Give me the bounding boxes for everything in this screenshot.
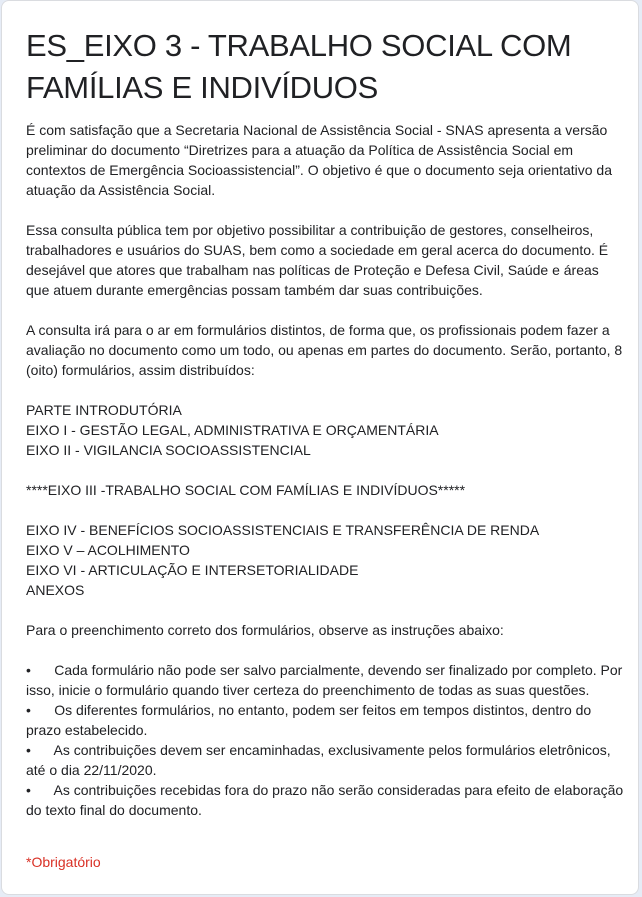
instruction-bullet — [26, 740, 626, 780]
bullet-icon: • — [26, 702, 31, 718]
bullet-icon: • — [26, 782, 31, 798]
form-title: ES_EIXO 3 - TRABALHO SOCIAL COM FAMÍLIAS E INDIVÍDUOS — [26, 28, 572, 105]
part-item: EIXO V – ACOLHIMENTO — [26, 542, 190, 558]
instructions-intro: Para o preenchimento correto dos formulários, observe as instruções abaixo: — [26, 622, 504, 638]
required-note: *Obrigatório — [26, 854, 101, 870]
part-item: EIXO IV - BENEFÍCIOS SOCIOASSISTENCIAIS E TRANSFERÊNCIA DE RENDA — [26, 522, 540, 538]
bullet-icon: • — [26, 662, 31, 678]
part-item: PARTE INTRODUTÓRIA — [26, 402, 182, 418]
instruction-text: As contribuições recebidas fora do prazo não serão consideradas para efeito de elaboração do texto final do documento. — [26, 782, 624, 818]
form-header-card — [1, 0, 639, 895]
instruction-text: Os diferentes formulários, no entanto, podem ser feitos em tempos distintos, dentro do prazo estabelecido. — [26, 702, 592, 738]
part-item: EIXO I - GESTÃO LEGAL, ADMINISTRATIVA E ORÇAMENTÁRIA — [26, 422, 439, 438]
bullet-icon: • — [26, 742, 31, 758]
part-item: EIXO II - VIGILANCIA SOCIOASSISTENCIAL — [26, 442, 311, 458]
intro-paragraph: É com satisfação que a Secretaria Nacional de Assistência Social - SNAS apresenta a versão preliminar do documento “Diretrizes para a atuação da Política de Assistência Social em contextos de Emergência Socioassistencial”. O objetivo é que o documento seja orientativo da atuação da Assistência Social. — [26, 122, 613, 198]
instruction-text: As contribuições devem ser encaminhadas, exclusivamente pelos formulários eletrônicos, até o dia 22/11/2020. — [26, 742, 611, 778]
intro-paragraph: A consulta irá para o ar em formulários distintos, de forma que, os profissionais podem fazer a avaliação no documento como um todo, ou apenas em partes do documento. Serão, portanto, 8 (oito) formulários, assim distribuídos: — [26, 322, 623, 378]
current-part-highlight: ****EIXO III -TRABALHO SOCIAL COM FAMÍLIAS E INDIVÍDUOS***** — [26, 482, 466, 498]
part-item: ANEXOS — [26, 582, 85, 598]
instruction-bullet — [26, 660, 626, 700]
intro-paragraph: Essa consulta pública tem por objetivo possibilitar a contribuição de gestores, conselheiros, trabalhadores e usuários do SUAS, bem como a sociedade em geral acerca do documento. É desejável que atores que trabalham nas políticas de Proteção e Defesa Civil, Saúde e áreas que atuem durante emergências possam também dar suas contribuições. — [26, 222, 609, 298]
instruction-text: Cada formulário não pode ser salvo parcialmente, devendo ser finalizado por completo. Por isso, inicie o formulário quando tiver certeza do preenchimento de todas as suas questões. — [26, 662, 623, 698]
form-description — [26, 120, 626, 820]
part-item: EIXO VI - ARTICULAÇÃO E INTERSETORIALIDADE — [26, 562, 359, 578]
instruction-bullet — [26, 780, 626, 820]
instruction-bullet — [26, 700, 626, 740]
